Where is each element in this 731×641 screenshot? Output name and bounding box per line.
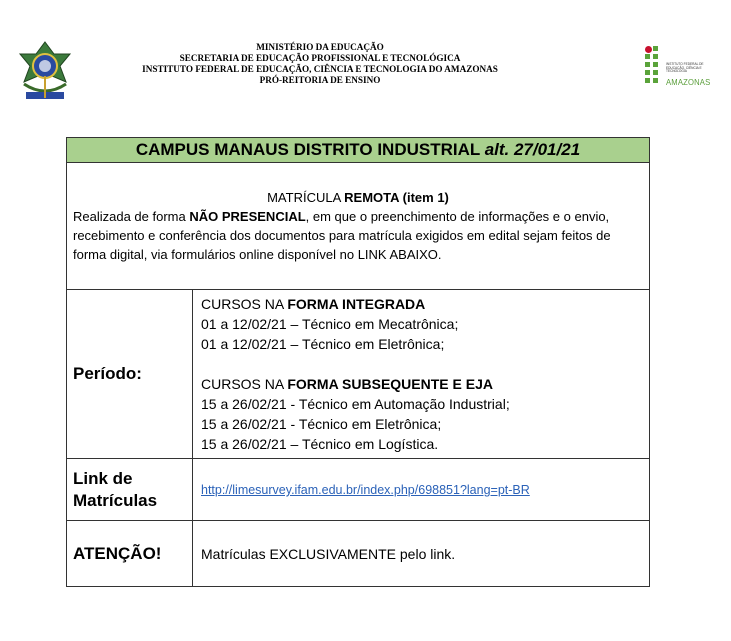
enrollment-description <box>67 163 650 290</box>
link-label <box>67 459 193 521</box>
logo-red-dot <box>645 46 652 53</box>
link-cell <box>193 459 650 521</box>
link-label-line1: Link de <box>73 468 133 488</box>
logo-square <box>653 78 658 83</box>
group2-prefix: CURSOS NA <box>201 376 284 392</box>
group1-prefix: CURSOS NA <box>201 296 284 312</box>
logo-square <box>653 70 658 75</box>
enrollment-heading <box>73 188 643 207</box>
list-item: 15 a 26/02/21 - Técnico em Automação Industrial; <box>201 396 510 412</box>
periodo-content <box>193 290 650 459</box>
logo-square <box>645 70 650 75</box>
logo-institute-text: INSTITUTO FEDERAL DE EDUCAÇÃO, CIÊNCIA E TECNOLOGIA <box>666 62 704 74</box>
enrollment-table <box>66 137 650 587</box>
list-item: 01 a 12/02/21 – Técnico em Mecatrônica; <box>201 316 459 332</box>
document-header <box>0 0 731 110</box>
logo-square <box>645 62 650 67</box>
logo-square <box>653 62 658 67</box>
revision-date: alt. 27/01/21 <box>484 140 581 159</box>
header-text <box>110 42 530 86</box>
atencao-label: ATENÇÃO! <box>67 521 193 587</box>
desc-text-2: , em que o preenchimento de informações e o envio, recebimento e conferência dos documentos para matrícula exigidos em edital sejam feitos de forma digital, via formulários online disponível no LINK ABAIXO. <box>73 209 611 262</box>
periodo-label: Período: <box>67 290 193 459</box>
group1-heading <box>201 294 641 314</box>
pro-rectorate-line: PRÓ-REITORIA DE ENSINO <box>259 75 381 85</box>
institute-line: INSTITUTO FEDERAL DE EDUCAÇÃO, CIÊNCIA E TECNOLOGIA DO AMAZONAS <box>142 64 498 74</box>
list-item: 01 a 12/02/21 – Técnico em Eletrônica; <box>201 336 445 352</box>
list-item: 15 a 26/02/21 - Técnico em Eletrônica; <box>201 416 442 432</box>
ifam-logo <box>644 46 710 96</box>
heading-bold: REMOTA (item 1) <box>344 190 449 205</box>
campus-name: CAMPUS MANAUS DISTRITO INDUSTRIAL <box>135 140 480 159</box>
link-label-line2: Matrículas <box>73 490 158 510</box>
description-text <box>73 207 643 264</box>
campus-title <box>67 138 650 163</box>
secretariat-line: SECRETARIA DE EDUCAÇÃO PROFISSIONAL E TECNOLÓGICA <box>179 53 461 63</box>
enrollment-link[interactable]: http://limesurvey.ifam.edu.br/index.php/698851?lang=pt-BR <box>201 483 530 497</box>
logo-square <box>645 78 650 83</box>
logo-name: AMAZONAS <box>666 77 711 87</box>
logo-square <box>645 54 650 59</box>
logo-square <box>653 46 658 51</box>
group2-bold: FORMA SUBSEQUENTE E EJA <box>287 376 493 392</box>
coat-of-arms-icon <box>14 40 76 106</box>
spacer <box>201 354 641 374</box>
group1-bold: FORMA INTEGRADA <box>287 296 426 312</box>
heading-plain: MATRÍCULA <box>267 190 341 205</box>
desc-text-bold: NÃO PRESENCIAL <box>189 209 306 224</box>
desc-text-1: Realizada de forma <box>73 209 186 224</box>
atencao-text: Matrículas EXCLUSIVAMENTE pelo link. <box>193 521 650 587</box>
logo-square <box>653 54 658 59</box>
group2-heading <box>201 374 641 394</box>
list-item: 15 a 26/02/21 – Técnico em Logística. <box>201 436 439 452</box>
ministry-line: MINISTÉRIO DA EDUCAÇÃO <box>256 42 384 52</box>
